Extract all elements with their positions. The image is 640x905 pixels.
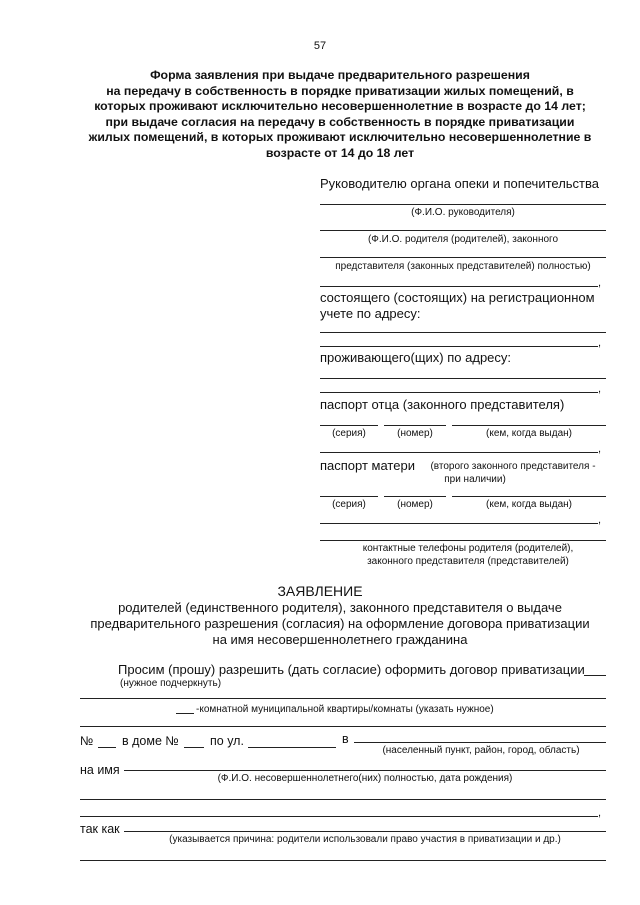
apartment-hint: -комнатной муниципальной квартиры/комнаты (указать нужное) (196, 704, 494, 715)
parent-fio-field[interactable] (320, 230, 606, 231)
father-passport-extra-field[interactable] (320, 452, 598, 453)
apartment-number-field[interactable] (98, 747, 116, 748)
house-number-field[interactable] (184, 747, 204, 748)
father-issued-field[interactable] (452, 425, 606, 426)
mother-passport-label: паспорт матери (320, 458, 415, 473)
reason-field[interactable] (124, 831, 606, 832)
house-label: в доме № (122, 734, 179, 748)
rooms-count-field[interactable] (584, 675, 606, 676)
comma: , (598, 807, 602, 819)
comma: , (598, 383, 602, 395)
locality-field[interactable] (354, 742, 606, 743)
in-label: в (342, 732, 349, 746)
head-fio-field[interactable] (320, 204, 606, 205)
page-number: 57 (313, 40, 327, 52)
request-text: Просим (прошу) разрешить (дать согласие) оформить договор приватизации (118, 662, 585, 677)
parent-fio-hint-1: (Ф.И.О. родителя (родителей), законного (367, 234, 559, 245)
residing-address-field-2[interactable] (320, 392, 598, 393)
phones-field[interactable] (320, 540, 606, 541)
reason-hint: (указывается причина: родители использовали право участия в приватизации и др.) (169, 834, 561, 845)
reason-field-2[interactable] (80, 860, 606, 861)
minor-name-field[interactable] (124, 770, 606, 771)
form-title (70, 68, 610, 162)
mother-passport-note-2: при наличии) (444, 474, 506, 485)
minor-name-field-3[interactable] (80, 816, 598, 817)
series-hint: (серия) (332, 499, 366, 510)
residing-address-field[interactable] (320, 378, 606, 379)
title-line: возрасте от 14 до 18 лет (265, 145, 415, 160)
minor-hint: (Ф.И.О. несовершеннолетнего(них) полностью, дата рождения) (217, 773, 513, 784)
comma: , (598, 277, 602, 289)
apartment-line-field[interactable] (80, 726, 606, 727)
registered-address-field[interactable] (320, 332, 606, 333)
title-line: которых проживают исключительно несовершеннолетние в возрасте до 14 лет; (94, 99, 586, 114)
mother-series-field[interactable] (320, 496, 378, 497)
comma: , (598, 337, 602, 349)
series-hint: (серия) (332, 428, 366, 439)
residing-label: проживающего(щих) по адресу: (320, 350, 512, 365)
because-label: так как (80, 822, 120, 836)
title-line: на передачу в собственность в порядке приватизации жилых помещений, в (106, 83, 574, 98)
mother-number-field[interactable] (384, 496, 446, 497)
statement-subtitle-1: родителей (единственного родителя), законного представителя о выдаче (118, 600, 562, 615)
mother-passport-extra-field[interactable] (320, 523, 598, 524)
street-label: по ул. (210, 734, 244, 748)
mother-passport-note-1: (второго законного представителя - (430, 461, 596, 472)
request-line-field[interactable] (80, 698, 606, 699)
underline-hint: (нужное подчеркнуть) (120, 678, 222, 689)
phones-hint-1: контактные телефоны родителя (родителей), (362, 543, 574, 554)
registered-label-2: учете по адресу: (320, 306, 421, 321)
parent-fio-hint-2: представителя (законных представителей) полностью) (335, 261, 591, 272)
parent-fio-field-3[interactable] (320, 286, 598, 287)
statement-heading: ЗАЯВЛЕНИЕ (277, 583, 363, 599)
title-line: Форма заявления при выдаче предварительного разрешения (150, 68, 530, 82)
number-hint: (номер) (397, 428, 433, 439)
name-label: на имя (80, 763, 120, 777)
locality-hint: (населенный пункт, район, город, область) (382, 745, 580, 756)
registered-label-1: состоящего (состоящих) на регистрационном (320, 290, 595, 305)
comma: , (598, 443, 602, 455)
father-number-field[interactable] (384, 425, 446, 426)
mother-issued-field[interactable] (452, 496, 606, 497)
comma: , (598, 514, 602, 526)
statement-subtitle-2: предварительного разрешения (согласия) на оформление договора приватизации (90, 616, 590, 631)
title-line: при выдаче согласия на передачу в собственность в порядке приватизации (105, 114, 575, 129)
title-line: жилых помещений, в которых проживают исключительно несовершеннолетние в (88, 130, 592, 145)
minor-name-field-2[interactable] (80, 799, 606, 800)
issued-hint: (кем, когда выдан) (486, 499, 572, 510)
phones-hint-2: законного представителя (представителей) (367, 556, 569, 567)
head-fio-hint: (Ф.И.О. руководителя) (411, 207, 515, 218)
parent-fio-field-2[interactable] (320, 257, 606, 258)
registered-address-field-2[interactable] (320, 346, 598, 347)
addressee-label: Руководителю органа опеки и попечительства (320, 176, 599, 191)
issued-hint: (кем, когда выдан) (486, 428, 572, 439)
no-label: № (80, 734, 94, 748)
rooms-field[interactable] (176, 713, 194, 714)
street-field[interactable] (248, 747, 336, 748)
father-passport-label: паспорт отца (законного представителя) (320, 397, 565, 412)
father-series-field[interactable] (320, 425, 378, 426)
statement-subtitle-3: на имя несовершеннолетнего гражданина (212, 632, 468, 647)
number-hint: (номер) (397, 499, 433, 510)
